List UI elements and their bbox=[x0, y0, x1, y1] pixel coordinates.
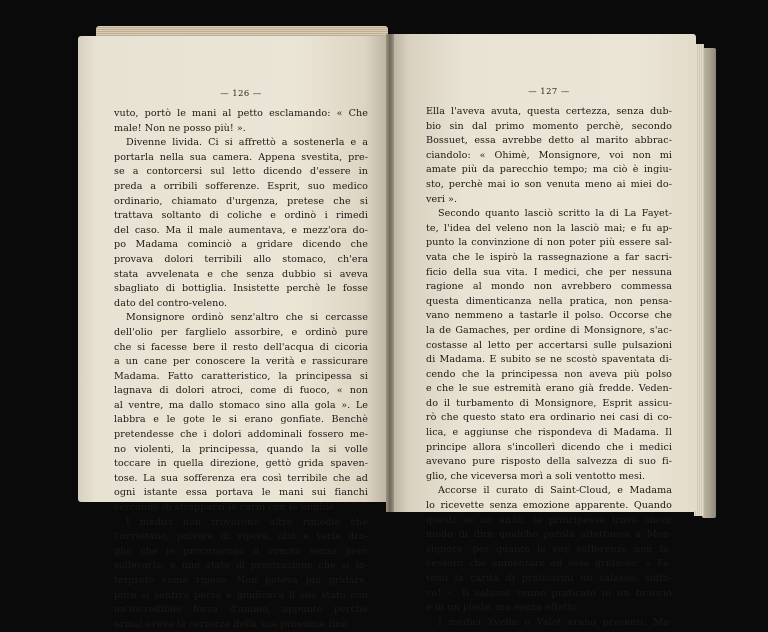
text-line: di Madama. E subito se ne scostò spaventata di- bbox=[426, 354, 672, 366]
text-line: labbra e le gote le si erano gonfiate. Benchè bbox=[114, 414, 368, 426]
text-line: ogni istante essa portava le mani sui fianchi bbox=[114, 487, 368, 499]
text-line: ghe che le procurarono il vomito senza però bbox=[114, 545, 368, 557]
text-line: Divenne livida. Ci si affrettò a sostenerla e a bbox=[126, 137, 368, 149]
text-line: ordinario, chiamato d'urgenza, pretese che si bbox=[114, 195, 368, 207]
text-line: sollevarla, e uno stato di prostrazione che si in- bbox=[114, 560, 368, 572]
text-line: la de Gamaches, per ordine di Monsignore, s'ac- bbox=[426, 324, 672, 336]
text-line: do il turbamento di Monsignore, Esprit assicu- bbox=[426, 397, 672, 409]
left-page bbox=[78, 36, 390, 630]
text-line: veri ». bbox=[426, 193, 458, 205]
text-line: I medici Yvelin e Valot erano presenti. Ma- bbox=[438, 616, 672, 628]
text-line: Madama. Fatto caratteristico, la principessa si bbox=[114, 370, 368, 382]
page-number-left: — 126 — bbox=[220, 88, 262, 98]
text-line: no violenti, la principessa, quando la si volle bbox=[114, 443, 368, 455]
text-line: male! Non ne posso più! ». bbox=[114, 122, 246, 134]
text-line: Bossuet, essa avrebbe detto al marito abbrac- bbox=[426, 135, 672, 147]
text-line: Monsignore ordinò senz'altro che si cercasse bbox=[126, 312, 368, 324]
page-stack-top bbox=[96, 26, 388, 36]
text-line: e che le sue estremità erano già fredde. Veden- bbox=[426, 383, 672, 395]
text-line: tose. La sua sofferenza era così terribile che ad bbox=[114, 472, 368, 484]
right-page bbox=[390, 34, 696, 628]
text-line: avevano pure risposto della salvezza di suo fi- bbox=[426, 456, 672, 468]
text-line: dato del contro-veleno. bbox=[114, 297, 228, 309]
text-line: lo ricevette senza emozione apparente. Quando bbox=[426, 500, 672, 512]
text-line: pretendesse che i dolori addominali fossero me- bbox=[114, 429, 368, 441]
text-line: al ventre, ma dallo stomaco sino alla gola ». Le bbox=[114, 399, 368, 411]
text-line: ficio della sua vita. I medici, che per nessuna bbox=[426, 266, 672, 278]
text-line: signore, per quanto le sue sofferenze non fa- bbox=[426, 543, 672, 555]
text-line: principe allora s'incollerì dicendo che i medici bbox=[426, 441, 672, 453]
text-line: trattava soltanto di coliche e ordinò i rimedi bbox=[114, 210, 368, 222]
right-page-text bbox=[426, 105, 672, 630]
text-line: un'incredibile forza d'animo, appunto perchè bbox=[114, 604, 368, 616]
text-line: dell'olio per farglielo assorbire, e ordinò pure bbox=[114, 326, 368, 338]
text-line: ormai aveva la certezza della sua prossima fine. bbox=[114, 618, 350, 630]
text-line: lagnava di dolori atroci, come di fuoco, « non bbox=[114, 385, 368, 397]
text-line: ciandolo: « Ohimè, Monsignore, voi non mi bbox=[426, 149, 672, 161]
text-line: pure si sentiva persa e giudicava il suo stato con bbox=[114, 589, 368, 601]
text-line: vata che le ispirò la rassegnazione a far sacri- bbox=[426, 251, 672, 263]
text-line: modo di dire qualche parola affettuosa a Mon- bbox=[426, 529, 672, 541]
text-line: l'orvietano, polvere di vipera, olio e varie dro- bbox=[114, 531, 368, 543]
left-page-text bbox=[114, 107, 368, 632]
text-line: provava dolori terribili allo stomaco, ch'era bbox=[114, 253, 368, 265]
text-line: punto la convinzione di non poter più essere sal- bbox=[426, 237, 672, 249]
text-line: questi se ne andò, la principessa trovò ancor bbox=[426, 514, 672, 526]
text-line: te, l'idea del veleno non la lasciò mai; e fu ap- bbox=[426, 222, 672, 234]
text-line: amate più da parecchio tempo; ma ciò è ingiu- bbox=[426, 164, 672, 176]
text-line: se a contorcersi sul letto dicendo d'essere in bbox=[114, 166, 368, 178]
text-line: sbagliato di bottiglia. Insistette perchè le fosse bbox=[114, 283, 368, 295]
text-line: cercando di strapparsi le carni con le unghie. bbox=[114, 502, 338, 514]
text-line: che si facesse bere il resto dell'acqua di cicoria bbox=[114, 341, 368, 353]
book-cover-edge bbox=[702, 48, 716, 518]
text-line: I medici non trovarono altro rimedio che bbox=[126, 516, 368, 528]
text-line: Secondo quanto lasciò scritto la di La Fayet- bbox=[438, 208, 672, 220]
text-line: del caso. Ma il male aumentava, e mezz'ora do- bbox=[114, 224, 368, 236]
text-line: questa dimenticanza nella pratica, non pensa- bbox=[426, 295, 672, 307]
text-line: vano nemmeno a tastarle il polso. Occorse che bbox=[426, 310, 672, 322]
text-line: cendo che la principessa non aveva più polso bbox=[426, 368, 672, 380]
text-line: stata avvelenata e che senza dubbio si aveva bbox=[114, 268, 368, 280]
text-line: lica, e aggiunse che rispondeva di Madama. Il bbox=[426, 427, 672, 439]
text-line: preda a orribili sofferenze. Esprit, suo medico bbox=[114, 180, 368, 192]
text-line: costasse al letto per accertarsi sulle pulsazioni bbox=[426, 339, 672, 351]
text-line: rò che questo stato era ordinario nei casi di co- bbox=[426, 412, 672, 424]
text-line: sto, perchè mai io son venuta meno ai miei do- bbox=[426, 178, 672, 190]
text-line: temi la carità di praticarmi un salasso: soffo- bbox=[426, 573, 672, 584]
text-line: co! ». Il salasso venne praticato in un braccio bbox=[426, 587, 672, 599]
text-line: glio, che viceversa morì a soli ventotto mesi. bbox=[426, 470, 646, 482]
text-line: po Madama cominciò a gridare dicendo che bbox=[114, 239, 368, 251]
text-line: cessero che aumentare ed essa gridasse: « Fa- bbox=[426, 558, 672, 570]
text-line: a un cane per conoscere la verità e rassicurare bbox=[114, 356, 368, 368]
text-line: terpretò come riposo. Non poteva più gridare, bbox=[114, 575, 368, 586]
text-line: Ella l'aveva avuta, questa certezza, senza dub- bbox=[426, 106, 672, 117]
text-line: bio sin dal primo momento perchè, secondo bbox=[426, 120, 672, 132]
book-gutter bbox=[386, 34, 394, 512]
text-line: vuto, portò le mani al petto esclamando: « Che bbox=[114, 108, 368, 119]
page-number-right: — 127 — bbox=[528, 86, 570, 96]
text-line: toccare in quella direzione, gettò grida spaven- bbox=[114, 458, 368, 470]
text-line: e in un piede, ma senza effetto. bbox=[426, 602, 581, 614]
text-line: Accorse il curato di Saint-Cloud, e Madama bbox=[438, 485, 672, 497]
text-line: portarla nella sua camera. Appena svestita, pre- bbox=[114, 151, 368, 163]
text-line: ragione al mondo non avrebbero commessa bbox=[426, 281, 672, 293]
